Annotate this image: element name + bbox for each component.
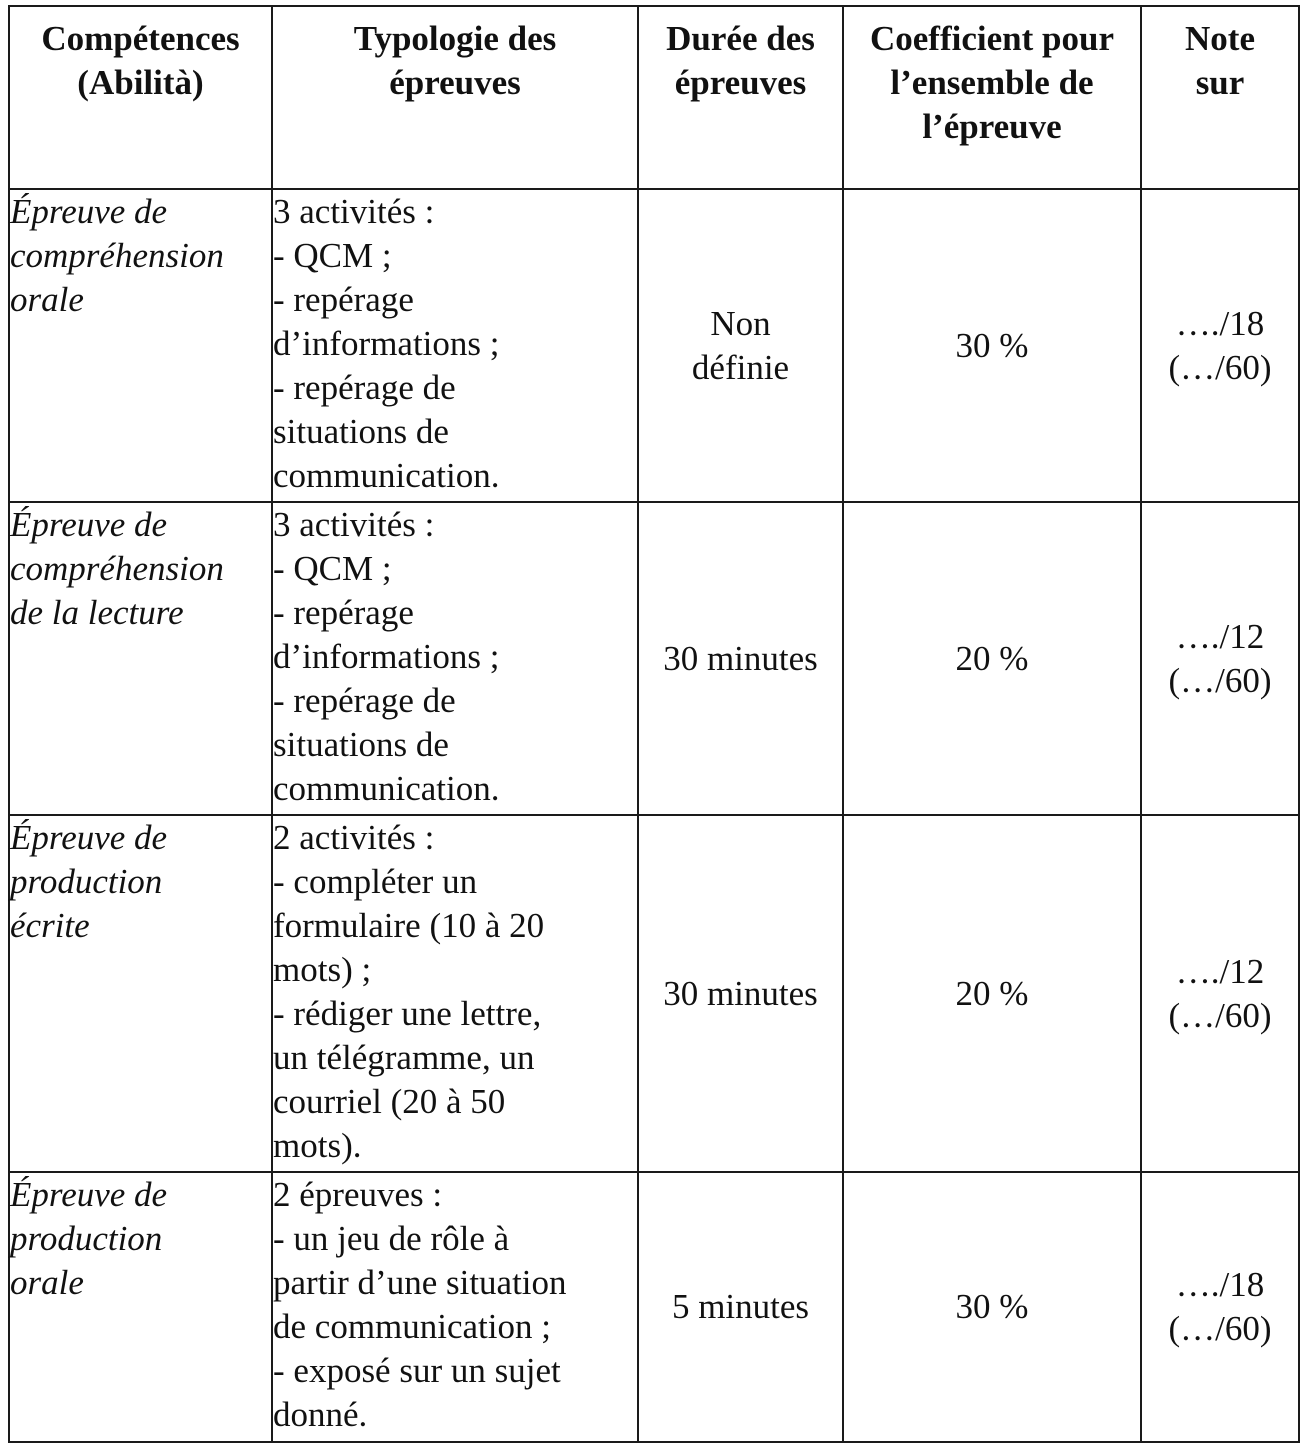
header-competences xyxy=(9,6,272,189)
typologie-line: 3 activités : xyxy=(273,192,435,231)
duree-line: 30 minutes xyxy=(663,638,818,678)
competence-line: compréhension xyxy=(10,549,224,588)
header-duree-line: Durée des xyxy=(666,19,815,58)
header-competences-line: Compétences xyxy=(41,19,240,58)
header-coefficient xyxy=(843,6,1141,189)
competence-line: production xyxy=(10,1219,163,1258)
header-duree xyxy=(638,6,843,189)
duree-line: 5 minutes xyxy=(671,1287,810,1326)
typologie-line: donné. xyxy=(273,1395,368,1434)
competence-line: Épreuve de xyxy=(10,192,168,231)
competence-cell xyxy=(9,815,272,1172)
typologie-line: un télégramme, un xyxy=(273,1038,535,1077)
typologie-line: situations de xyxy=(273,412,449,451)
header-typologie xyxy=(272,6,638,189)
coefficient-cell xyxy=(843,189,1141,502)
coefficient-value: 20 % xyxy=(955,638,1029,678)
header-typologie-line: Typologie des xyxy=(353,19,557,58)
typologie-line: situations de xyxy=(273,725,449,764)
typologie-line: communication. xyxy=(273,456,500,495)
coefficient-cell xyxy=(843,502,1141,815)
typologie-line: d’informations ; xyxy=(273,324,500,363)
note-cell xyxy=(1141,815,1299,1172)
typologie-line: de communication ; xyxy=(273,1307,551,1346)
note-cell xyxy=(1141,502,1299,815)
note-line: (…/60) xyxy=(1168,660,1272,700)
competence-cell xyxy=(9,189,272,502)
typologie-line: 3 activités : xyxy=(273,505,435,544)
competence-line: écrite xyxy=(10,906,90,945)
note-cell xyxy=(1141,1172,1299,1442)
note-line: …./12 xyxy=(1175,616,1265,656)
header-duree-line: épreuves xyxy=(674,63,807,102)
note-line: …./18 xyxy=(1175,1265,1265,1304)
competence-line: Épreuve de xyxy=(10,1175,168,1214)
note-cell xyxy=(1141,189,1299,502)
typologie-line: formulaire (10 à 20 xyxy=(273,906,545,945)
typologie-line: - repérage xyxy=(273,593,414,632)
duree-line: 30 minutes xyxy=(663,973,818,1013)
typologie-line: - repérage xyxy=(273,280,414,319)
table-row xyxy=(9,502,1299,815)
duree-cell xyxy=(638,189,843,502)
typologie-line: - un jeu de rôle à xyxy=(273,1219,510,1258)
typologie-line: partir d’une situation xyxy=(273,1263,567,1302)
duree-cell xyxy=(638,815,843,1172)
note-line: (…/60) xyxy=(1168,995,1272,1035)
typologie-line: 2 épreuves : xyxy=(273,1175,443,1214)
competence-line: Épreuve de xyxy=(10,505,168,544)
header-coefficient-line: l’épreuve xyxy=(922,107,1062,146)
typologie-cell xyxy=(272,1172,638,1442)
typologie-line: mots). xyxy=(273,1126,362,1165)
typologie-cell xyxy=(272,189,638,502)
competence-line: production xyxy=(10,862,163,901)
competence-line: de la lecture xyxy=(10,593,184,632)
table-row xyxy=(9,189,1299,502)
competence-line: compréhension xyxy=(10,236,224,275)
coefficient-value: 30 % xyxy=(955,325,1029,365)
header-coefficient-line: l’ensemble de xyxy=(890,63,1094,102)
competence-cell xyxy=(9,1172,272,1442)
table-row xyxy=(9,815,1299,1172)
competence-line: orale xyxy=(10,1263,84,1302)
coefficient-value: 20 % xyxy=(955,973,1029,1013)
typologie-line: d’informations ; xyxy=(273,637,500,676)
header-competences-line: (Abilità) xyxy=(77,63,204,102)
typologie-line: 2 activités : xyxy=(273,818,435,857)
typologie-cell xyxy=(272,502,638,815)
note-line: (…/60) xyxy=(1168,1309,1272,1348)
header-row xyxy=(9,6,1299,189)
table-row xyxy=(9,1172,1299,1442)
evaluation-table xyxy=(8,5,1300,1443)
header-typologie-line: épreuves xyxy=(389,63,521,102)
duree-cell xyxy=(638,502,843,815)
header-note xyxy=(1141,6,1299,189)
duree-cell xyxy=(638,1172,843,1442)
coefficient-cell xyxy=(843,1172,1141,1442)
typologie-line: - repérage de xyxy=(273,368,456,407)
header-note-line: Note xyxy=(1185,19,1255,58)
typologie-cell xyxy=(272,815,638,1172)
typologie-line: - repérage de xyxy=(273,681,456,720)
competence-cell xyxy=(9,502,272,815)
typologie-line: - compléter un xyxy=(273,862,478,901)
header-coefficient-line: Coefficient pour xyxy=(870,19,1114,58)
coefficient-cell xyxy=(843,815,1141,1172)
competence-line: orale xyxy=(10,280,84,319)
note-line: …./18 xyxy=(1175,303,1265,343)
note-line: (…/60) xyxy=(1168,347,1272,387)
typologie-line: communication. xyxy=(273,769,500,808)
typologie-line: - exposé sur un sujet xyxy=(273,1351,561,1390)
note-line: …./12 xyxy=(1175,951,1265,991)
typologie-line: - QCM ; xyxy=(273,549,392,588)
competence-line: Épreuve de xyxy=(10,818,168,857)
typologie-line: mots) ; xyxy=(273,950,372,989)
coefficient-value: 30 % xyxy=(955,1287,1029,1326)
typologie-line: - QCM ; xyxy=(273,236,392,275)
duree-line: définie xyxy=(691,347,790,387)
header-note-line: sur xyxy=(1195,63,1245,102)
typologie-line: - rédiger une lettre, xyxy=(273,994,542,1033)
typologie-line: courriel (20 à 50 xyxy=(273,1082,506,1121)
duree-line: Non xyxy=(710,303,771,343)
